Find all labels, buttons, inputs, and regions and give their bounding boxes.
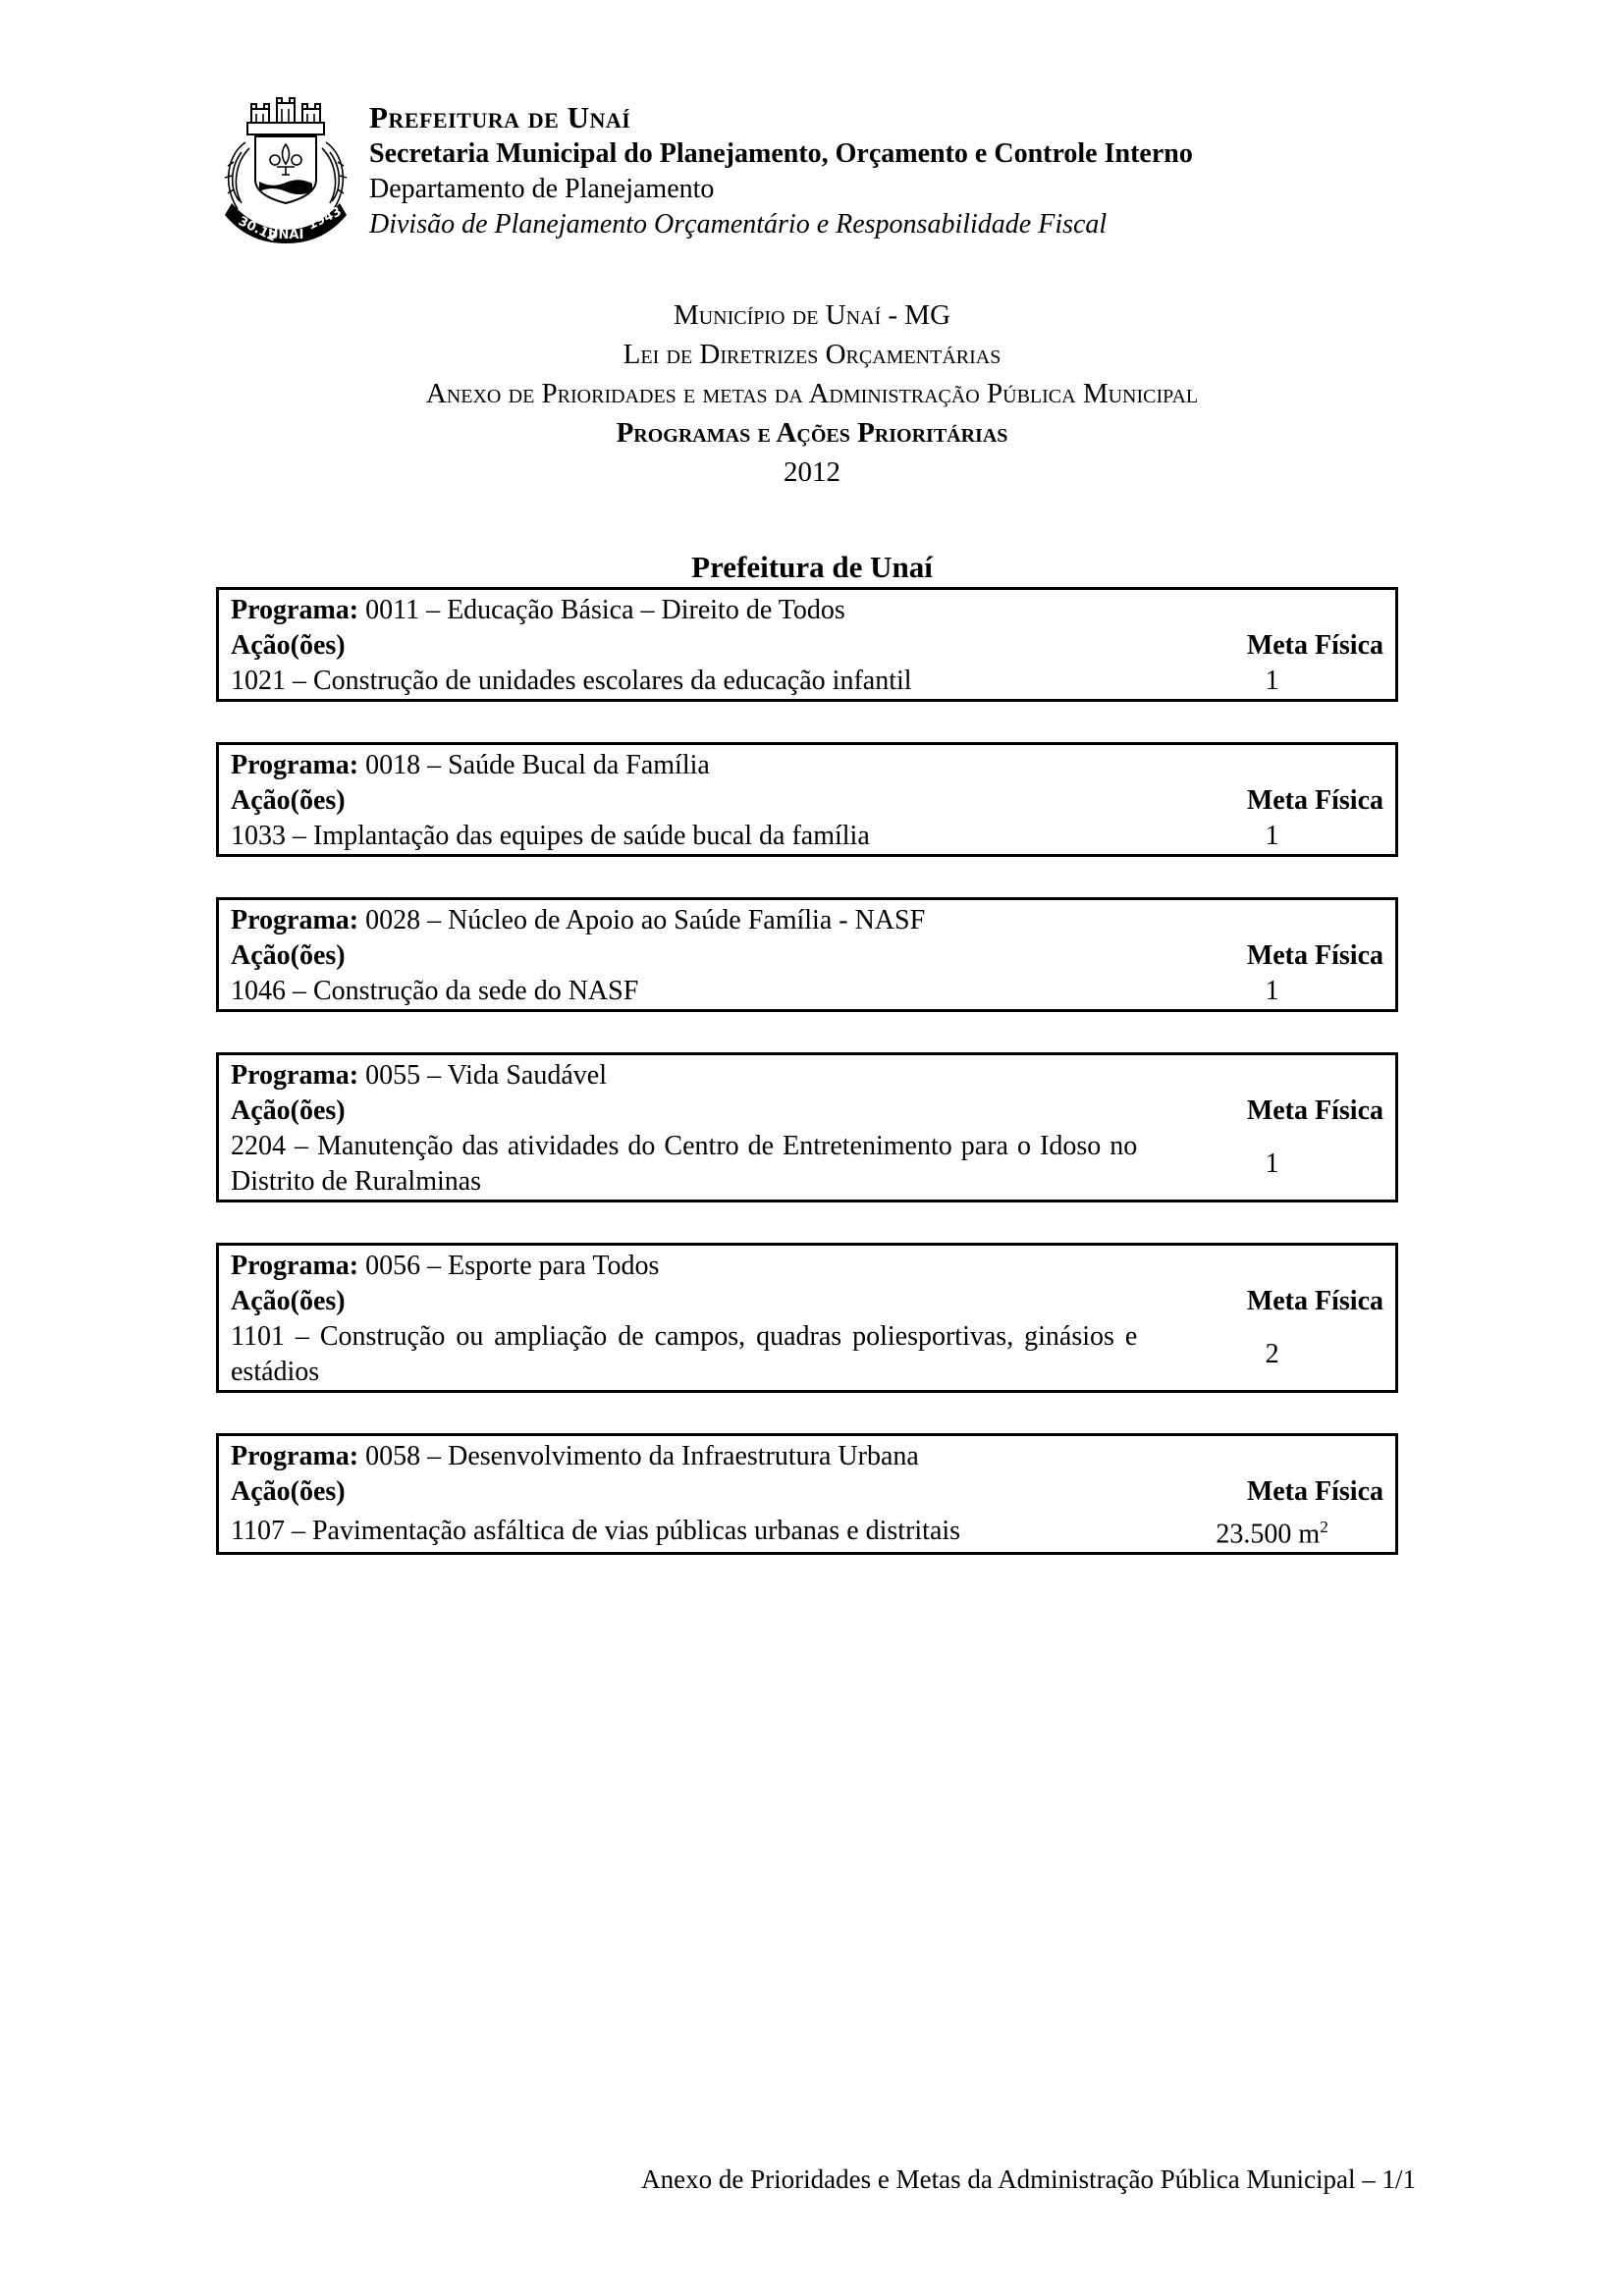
department-line: Departamento de Planejamento xyxy=(369,174,715,204)
title-subject: Programas e Ações Prioritárias xyxy=(616,417,1008,449)
program-title: 0058 – Desenvolvimento da Infraestrutura Urbana xyxy=(358,1441,919,1471)
program-label: Programa: xyxy=(231,1251,359,1281)
program-title-cell xyxy=(218,589,1397,629)
action-description: 1046 – Construção da sede do NASF xyxy=(231,976,639,1006)
program-title-cell xyxy=(218,1435,1397,1475)
program-table xyxy=(216,1433,1398,1555)
action-description: 1101 – Construção ou ampliação de campos, quadras poliesportivas, ginásios e estádios xyxy=(231,1321,1138,1387)
program-label: Programa: xyxy=(231,595,359,625)
program-label: Programa: xyxy=(231,1060,359,1091)
program-header-row xyxy=(218,589,1397,629)
letterhead xyxy=(216,93,1193,244)
programs-list xyxy=(216,587,1398,1595)
action-description: 1107 – Pavimentação asfáltica de vias públicas urbanas e distritais xyxy=(231,1515,961,1546)
action-meta-value: 1 xyxy=(1265,1148,1279,1179)
action-meta-value: 1 xyxy=(1265,821,1279,851)
meta-column-header: Meta Física xyxy=(1246,1476,1383,1507)
columns-header-row xyxy=(218,628,1397,664)
columns-header-row xyxy=(218,1094,1397,1129)
title-annex: Anexo de Prioridades e metas da Administração Pública Municipal xyxy=(425,378,1199,409)
columns-header-row xyxy=(218,1474,1397,1510)
letterhead-text xyxy=(369,93,1193,242)
columns-header-row xyxy=(218,1284,1397,1319)
program-title: 0056 – Esporte para Todos xyxy=(358,1251,660,1281)
action-meta-value: 2 xyxy=(1265,1339,1279,1369)
program-title-cell xyxy=(218,1245,1397,1285)
title-law: Lei de Diretrizes Orçamentárias xyxy=(623,339,1001,370)
page-footer: Anexo de Prioridades e Metas da Administração Pública Municipal – 1/1 xyxy=(641,2164,1416,2194)
columns-header-row xyxy=(218,938,1397,974)
action-column-header: Ação(ões) xyxy=(231,1286,346,1316)
program-title: 0055 – Vida Saudável xyxy=(358,1060,607,1091)
program-label: Programa: xyxy=(231,1441,359,1471)
secretariat-line: Secretaria Municipal do Planejamento, Orçamento e Controle Interno xyxy=(369,138,1193,169)
program-header-row xyxy=(218,1054,1397,1095)
program-table xyxy=(216,1243,1398,1393)
action-meta-value: 23.500 $m^2$ xyxy=(1216,1518,1328,1550)
coat-of-arms-icon xyxy=(216,93,355,244)
meta-column-header: Meta Física xyxy=(1246,940,1383,971)
action-row xyxy=(218,1129,1397,1201)
action-row xyxy=(218,1510,1397,1554)
meta-column-header: Meta Física xyxy=(1246,630,1383,661)
action-row xyxy=(218,819,1397,856)
action-column-header: Ação(ões) xyxy=(231,785,346,816)
program-title: 0011 – Educação Básica – Direito de Todos xyxy=(358,595,845,625)
document-title-block xyxy=(0,295,1624,492)
program-header-row xyxy=(218,744,1397,784)
banner-year-right: 1943 xyxy=(305,204,345,234)
program-table xyxy=(216,587,1398,702)
program-header-row xyxy=(218,1435,1397,1475)
meta-superscript: 2 xyxy=(1320,1518,1328,1536)
division-line: Divisão de Planejamento Orçamentário e Responsabilidade Fiscal xyxy=(369,209,1108,240)
program-title-cell xyxy=(218,899,1397,939)
title-municipality: Município de Unaí - MG xyxy=(673,299,951,331)
action-row xyxy=(218,1319,1397,1392)
program-table xyxy=(216,742,1398,857)
program-label: Programa: xyxy=(231,750,359,780)
columns-header-row xyxy=(218,783,1397,819)
action-row xyxy=(218,974,1397,1011)
program-header-row xyxy=(218,899,1397,939)
org-name: Prefeitura de Unaí xyxy=(369,100,631,134)
action-meta-value: 1 xyxy=(1265,976,1279,1006)
title-year: 2012 xyxy=(784,456,840,488)
program-title: 0028 – Núcleo de Apoio ao Saúde Família - NASF xyxy=(358,905,926,935)
program-label: Programa: xyxy=(231,905,359,935)
action-column-header: Ação(ões) xyxy=(231,1095,346,1126)
program-header-row xyxy=(218,1245,1397,1285)
action-row xyxy=(218,664,1397,701)
program-title: 0018 – Saúde Bucal da Família xyxy=(358,750,710,780)
meta-column-header: Meta Física xyxy=(1246,785,1383,816)
action-column-header: Ação(ões) xyxy=(231,940,346,971)
action-column-header: Ação(ões) xyxy=(231,1476,346,1507)
banner-city-name: UNAÍ xyxy=(268,228,304,242)
action-meta-value: 1 xyxy=(1265,666,1279,696)
action-description: 2204 – Manutenção das atividades do Centro de Entretenimento para o Idoso no Distrito de Ruralminas xyxy=(231,1131,1138,1197)
program-title-cell xyxy=(218,1054,1397,1095)
coat-of-arms-logo xyxy=(216,93,355,244)
program-table xyxy=(216,897,1398,1012)
program-table xyxy=(216,1052,1398,1202)
meta-column-header: Meta Física xyxy=(1246,1095,1383,1126)
action-column-header: Ação(ões) xyxy=(231,630,346,661)
banner-year-left: 30.12 xyxy=(236,214,279,244)
action-description: 1033 – Implantação das equipes de saúde bucal da família xyxy=(231,821,870,851)
section-title: Prefeitura de Unaí xyxy=(691,549,933,584)
action-description: 1021 – Construção de unidades escolares da educação infantil xyxy=(231,666,912,696)
meta-column-header: Meta Física xyxy=(1246,1286,1383,1316)
program-title-cell xyxy=(218,744,1397,784)
